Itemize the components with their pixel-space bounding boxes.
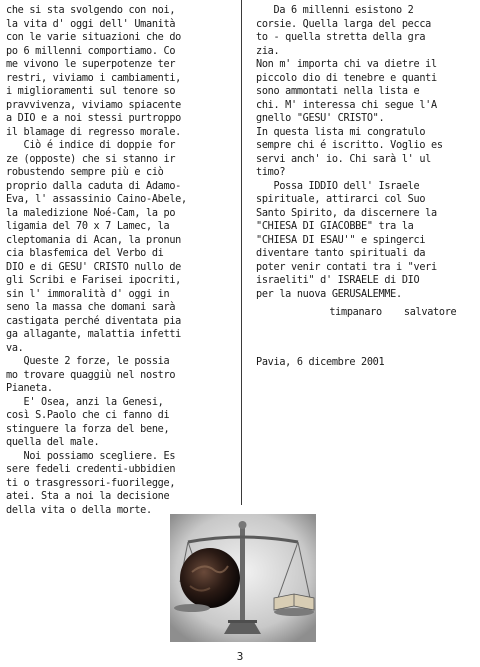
right-pan — [274, 608, 314, 616]
text-line: ze (opposte) che si stanno ir — [6, 153, 176, 165]
right-text-column — [256, 4, 478, 301]
left-pan — [174, 604, 210, 612]
text-line: ga allagante, malattia infetti — [6, 329, 182, 340]
text-line: sin l' immoralità d' oggi in — [6, 288, 170, 300]
text-line: Santo Spirito, da discernere la — [256, 207, 437, 219]
signature-name: salvatore — [403, 307, 457, 318]
text-line: seno la massa che domani sarà — [6, 302, 176, 313]
text-line: ti o trasgressori-fuorilegge, — [6, 477, 176, 489]
text-line: sere fedeli credenti-ubbidien — [6, 464, 176, 475]
dateline: Pavia, 6 dicembre 2001 — [256, 357, 385, 368]
text-line: po 6 millenni comportiamo. Co — [6, 45, 176, 57]
column-divider — [241, 0, 242, 505]
text-line: la vita d' oggi dell' Umanità — [6, 18, 176, 30]
page-number: 3 — [236, 650, 244, 663]
text-line: per la nuova GERUSALEMME. — [256, 288, 402, 300]
text-line: spirituale, attirarci col Suo — [256, 194, 426, 205]
text-line: il blamage di regresso morale. — [6, 126, 182, 138]
text-line: Pianeta. — [6, 383, 53, 394]
text-line: sempre chi é iscritto. Voglio es — [256, 140, 443, 151]
text-line: diventare tanto spirituali da — [256, 248, 426, 259]
text-line: va. — [6, 342, 24, 354]
text-line: i miglioramenti sul tenore so — [6, 86, 176, 97]
text-line: cleptomania di Acan, la pronun — [6, 234, 182, 246]
text-line: corsie. Quella larga del pecca — [256, 18, 432, 30]
text-line: sono ammontati nella lista e — [256, 86, 420, 97]
text-line: "CHIESA DI GIACOBBE" tra la — [256, 221, 414, 232]
text-line: Eva, l' assassinio Caino-Abele, — [6, 194, 187, 205]
text-line: E' Osea, anzi la Genesi, — [6, 396, 164, 408]
scale-finial — [239, 521, 247, 529]
text-line: la maledizione Noé-Cam, la po — [6, 207, 176, 219]
text-line: to - quella stretta della gra — [256, 32, 426, 43]
text-line: me vivono le superpotenze ter — [6, 59, 176, 70]
text-line: mo trovare quaggiù nel nostro — [6, 369, 176, 381]
scales-of-justice-icon — [170, 514, 316, 642]
text-line: timo? — [256, 167, 286, 178]
text-line: Noi possiamo scegliere. Es — [6, 450, 176, 462]
text-line: DIO e di GESU' CRISTO nullo de — [6, 261, 182, 273]
text-line: Da 6 millenni esistono 2 — [256, 5, 414, 16]
text-line: zia. — [256, 45, 280, 57]
text-line: castigata perché diventata pia — [6, 315, 182, 327]
scale-pillar — [240, 528, 245, 624]
text-line: Ciò é indice di doppie for — [6, 140, 176, 151]
text-line: gnello "GESU' CRISTO". — [256, 113, 385, 124]
text-line: con le varie situazioni che do — [6, 32, 182, 43]
text-line: proprio dalla caduta di Adamo- — [6, 180, 182, 192]
globe — [180, 548, 240, 608]
text-line: poter venir contati tra i "veri — [256, 261, 437, 273]
text-line: Possa IDDIO dell' Israele — [256, 180, 420, 192]
signature-surname: timpanaro — [329, 307, 382, 318]
text-line: piccolo dio di tenebre e quanti — [256, 72, 437, 84]
text-line: della vita o della morte. — [6, 504, 152, 516]
text-line: Non m' importa chi va dietre il — [256, 59, 437, 70]
text-line: servi anch' io. Chi sarà l' ul — [256, 153, 432, 165]
text-line: cia blasfemica del Verbo di — [6, 248, 164, 259]
text-line: così S.Paolo che ci fanno di — [6, 410, 170, 421]
text-line: atei. Sta a noi la decisione — [6, 491, 170, 502]
text-line: In questa lista mi congratulo — [256, 126, 426, 138]
text-line: ligamia del 70 x 7 Lamec, la — [6, 221, 170, 232]
text-line: a DIO e a noi stessi purtroppo — [6, 113, 182, 124]
text-line: chi. M' interessa chi segue l'A — [256, 99, 437, 111]
text-line: quella del male. — [6, 437, 100, 448]
left-text-column — [6, 4, 234, 517]
text-line: robustendo sempre più e ciò — [6, 167, 164, 178]
text-line: che si sta svolgendo con noi, — [6, 5, 176, 16]
text-line: pravvivenza, viviamo spiacente — [6, 99, 182, 111]
text-line: stinguere la forza del bene, — [6, 423, 170, 435]
text-line: israeliti" d' ISRAELE di DIO — [256, 275, 420, 286]
signature — [306, 296, 456, 329]
text-line: "CHIESA DI ESAU'" e spingerci — [256, 234, 426, 246]
text-line: gli Scribi e Farisei ipocriti, — [6, 275, 182, 286]
text-line: restri, viviamo i cambiamenti, — [6, 72, 182, 84]
text-line: Queste 2 forze, le possia — [6, 356, 170, 367]
